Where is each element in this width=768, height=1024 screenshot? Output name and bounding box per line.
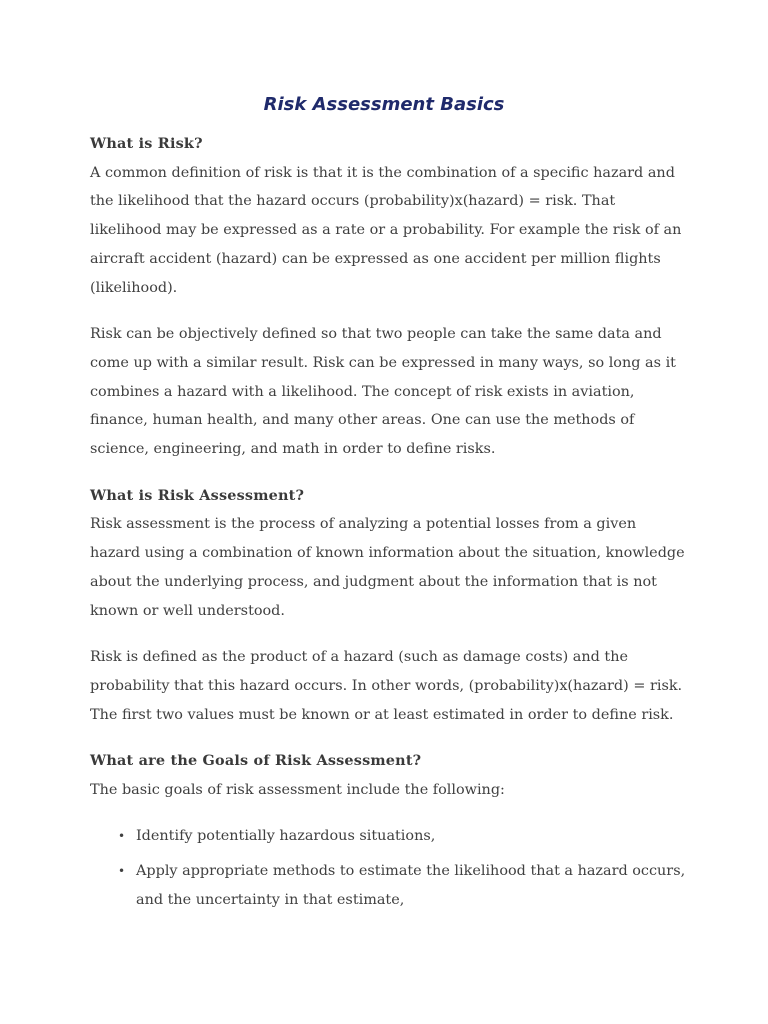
- paragraph: A common definition of risk is that it is the combination of a specific hazard and the likelihood that the hazard occurs (probability)x(hazard) = risk. That likelihood may be expressed as a rate or a probability. For example the risk of an aircraft accident (hazard) can be expressed as one accident per million flights (likelihood).: [90, 164, 682, 296]
- list-item: • Apply appropriate methods to estimate the likelihood that a hazard occurs, and the uncertainty in that estimate,: [136, 857, 690, 914]
- section-heading-what-is-risk-assessment: What is Risk Assessment?: [90, 486, 305, 504]
- document-body: [90, 130, 690, 922]
- document-title: Risk Assessment Basics: [263, 94, 505, 115]
- section-heading-goals-of-risk-assessment: What are the Goals of Risk Assessment?: [90, 752, 422, 770]
- goals-list: [90, 822, 690, 915]
- list-item: • Identify potentially hazardous situations,: [136, 822, 690, 851]
- paragraph: Risk is defined as the product of a hazard (such as damage costs) and the probability that this hazard occurs. In other words, (probability)x(hazard) = risk. The first two values must be known or at least estimated in order to define risk.: [90, 649, 683, 723]
- paragraph: Risk assessment is the process of analyzing a potential losses from a given hazard using a combination of known information about the situation, knowledge about the underlying process, and judgment about the information that is not known or well understood.: [90, 516, 685, 619]
- paragraph: The basic goals of risk assessment include the following:: [90, 782, 505, 799]
- section-heading-what-is-risk: What is Risk?: [90, 135, 203, 152]
- paragraph: Risk can be objectively defined so that two people can take the same data and come up with a similar result. Risk can be expressed in many ways, so long as it combines a hazard with a likelihood. The concept of risk exists in aviation, finance, human health, and many other areas. One can use the methods of science, engineering, and math in order to define risks.: [90, 326, 676, 458]
